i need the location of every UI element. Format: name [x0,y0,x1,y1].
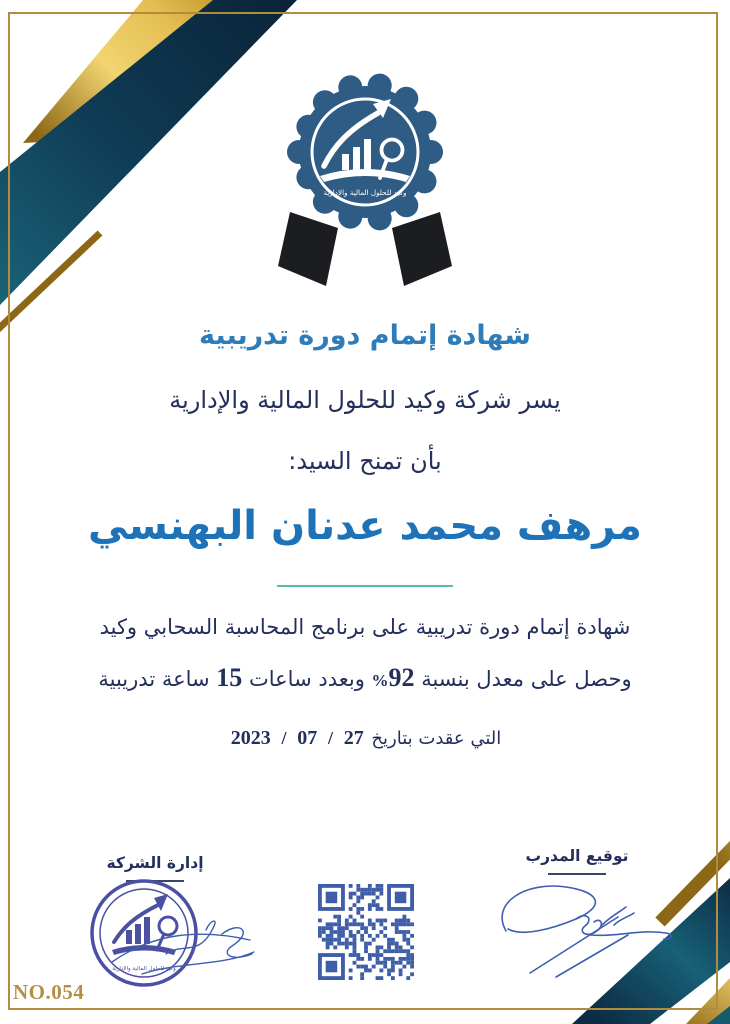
date-label: التي عقدت بتاريخ [365,728,502,749]
management-label: إدارة الشركة [106,854,204,872]
trainer-signature-block [492,847,662,875]
grant-line: بأن تمنح السيد: [288,447,442,475]
name-underline [277,585,453,587]
score-text-middle: وبعدد ساعات [242,667,372,691]
award-badge [272,62,458,290]
hours-value: 15 [216,663,243,692]
score-value: 92 [388,663,415,692]
score-line [0,663,730,693]
trainer-signature-scribble [478,873,683,988]
recipient-name: مرهف محمد عدنان البهنسي [88,503,642,549]
course-line: شهادة إتمام دورة تدريبية على برنامج المحاسبة السحابي وكيد [99,615,631,639]
score-text-before: وحصل على معدل بنسبة [414,667,632,691]
badge-ribbon-tails [278,212,452,286]
date-separator: / [281,728,287,748]
badge-brand-text: وكيد للحلول المالية والإدارية [323,188,407,197]
issuer-line: يسر شركة وكيد للحلول المالية والإدارية [169,386,561,414]
trainer-label: توقيع المدرب [525,847,629,865]
certificate-title: شهادة إتمام دورة تدريبية [199,320,531,351]
date-year: 2023 [230,727,271,749]
date-line [0,727,730,750]
date-separator: / [327,728,333,748]
score-text-after: ساعة تدريبية [98,667,217,691]
company-stamp [82,870,262,1000]
qr-code [318,884,414,980]
certificate-number: NO.054 [13,980,85,1004]
percent-sign: % [371,671,389,690]
date-day: 27 [343,727,364,749]
stamp-logo [112,894,177,955]
date-month: 07 [297,727,318,749]
stamp-text: وكيد للحلول المالية والإدارية [112,966,176,972]
